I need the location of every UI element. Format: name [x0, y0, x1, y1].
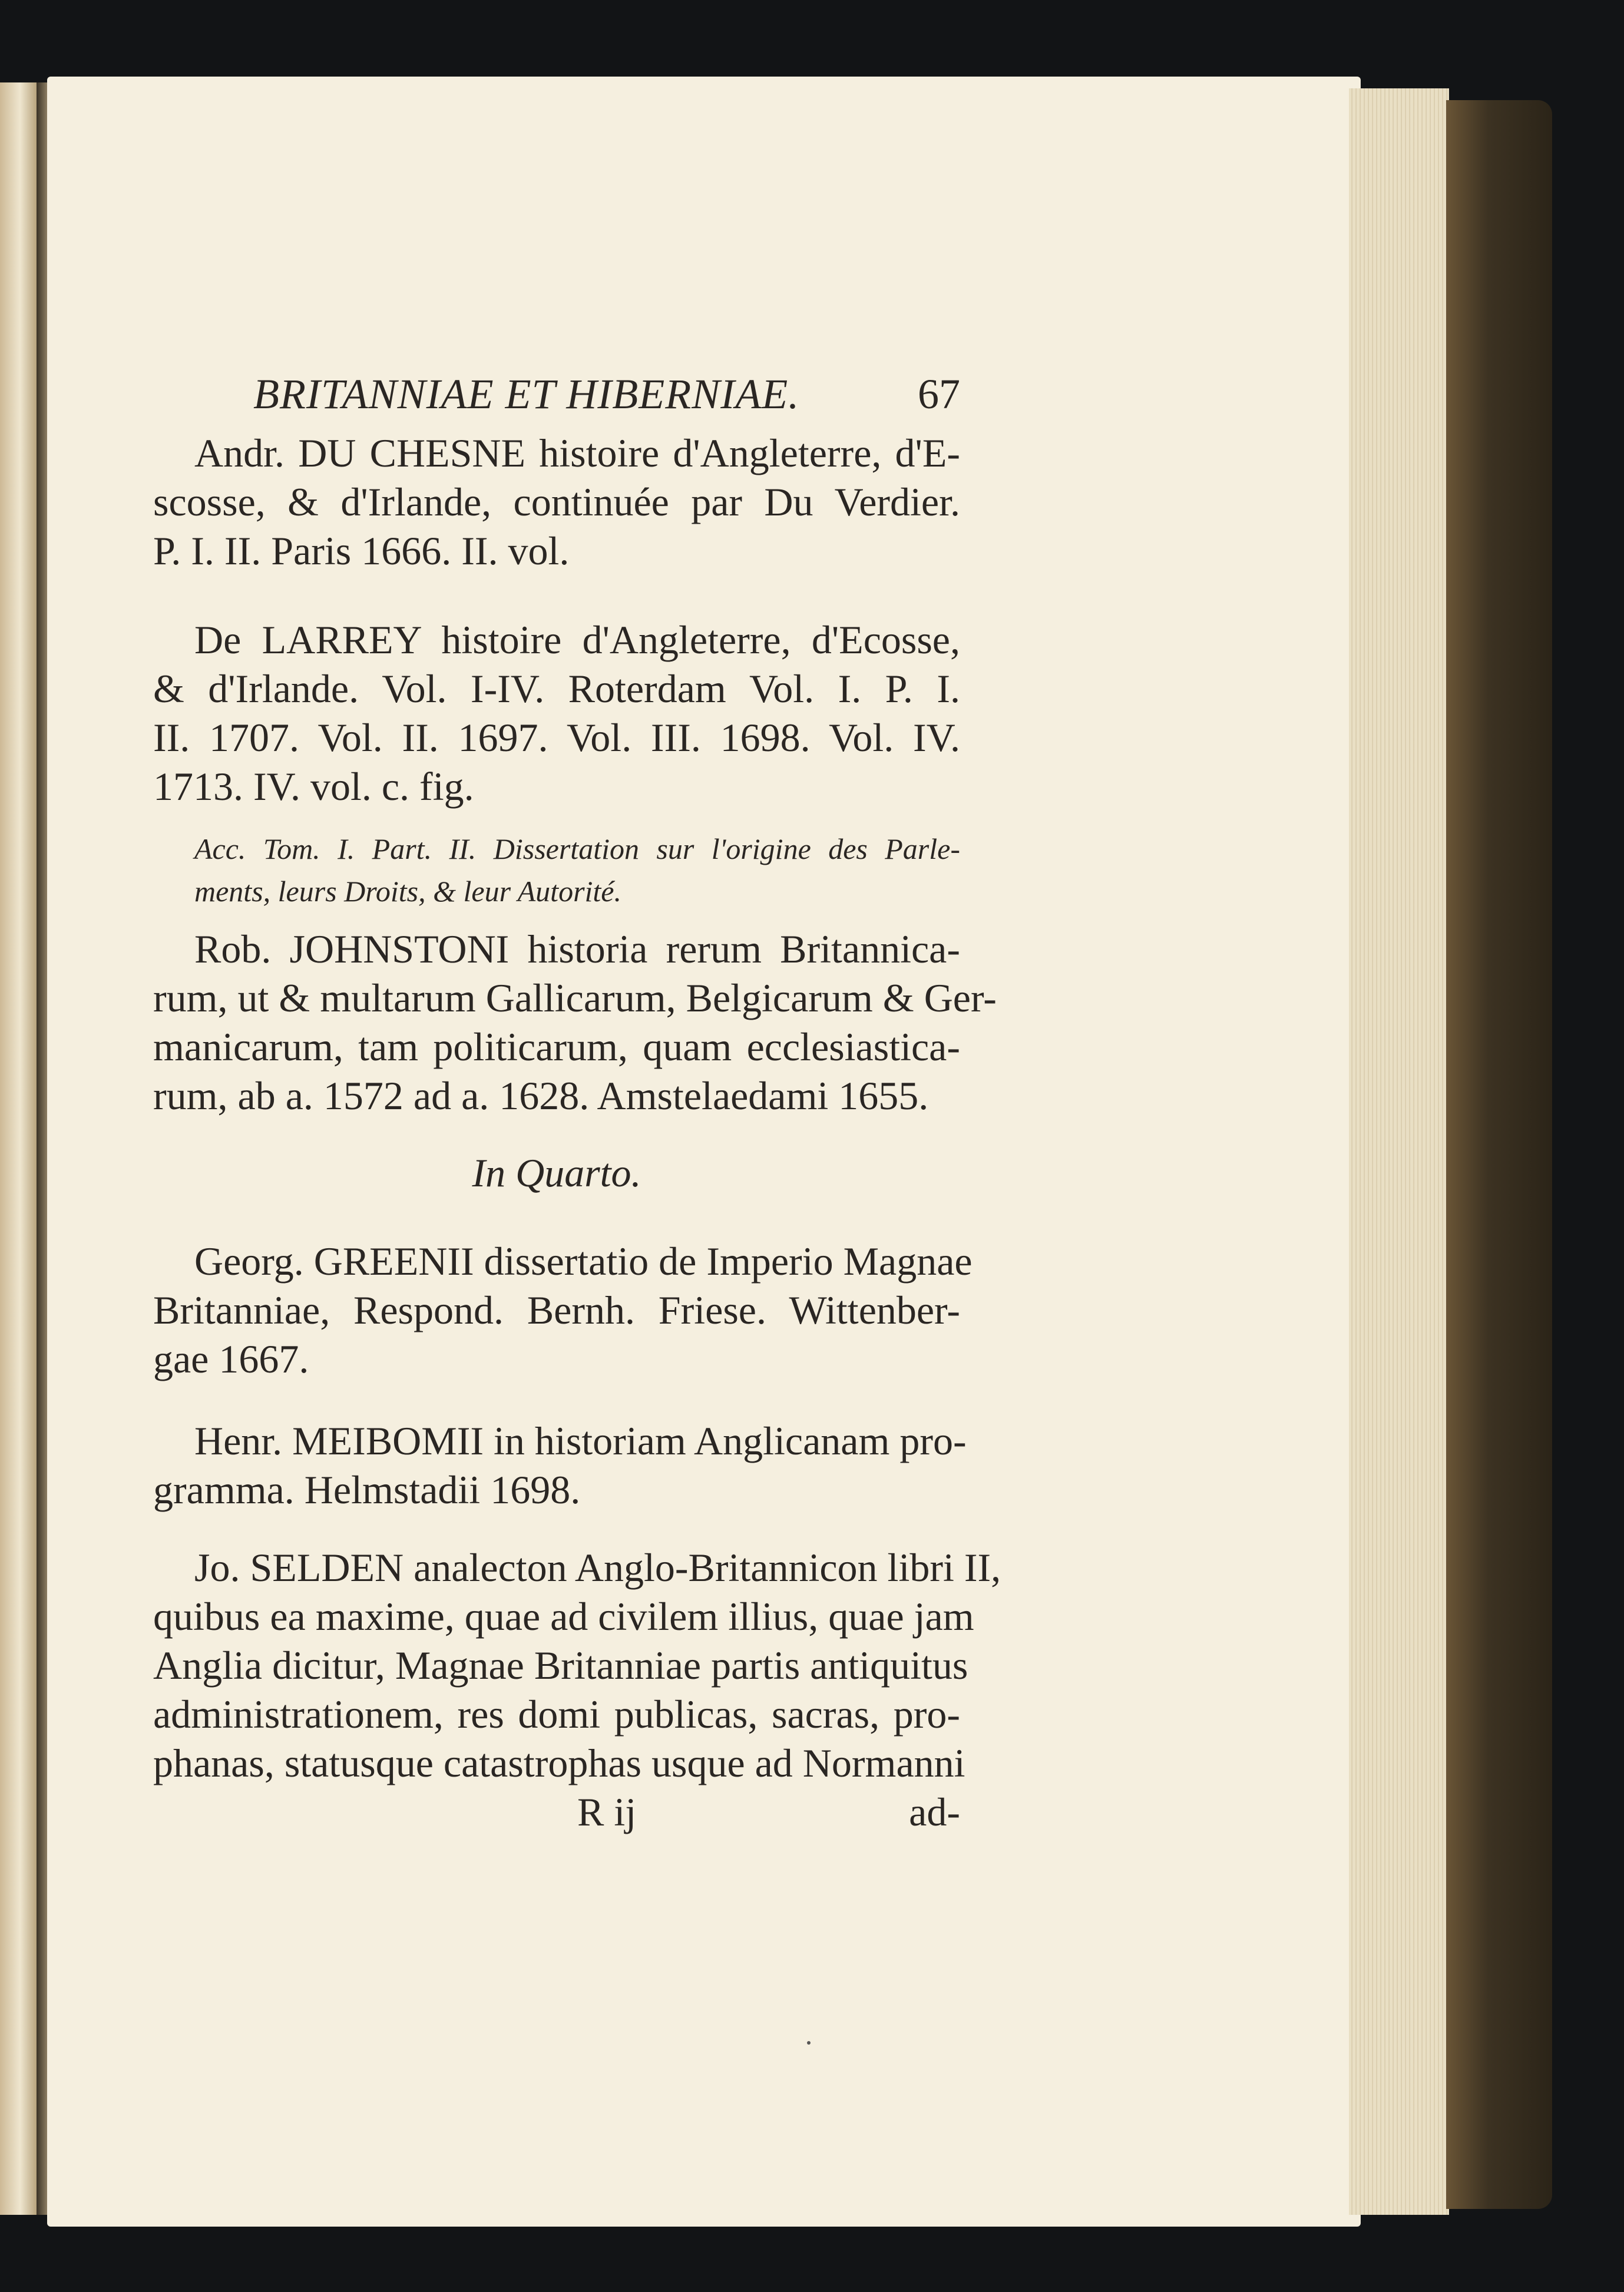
entry-greenii: [153, 1237, 973, 1384]
text-line: gae 1667.: [153, 1337, 309, 1381]
entry-larrey-note: [153, 828, 960, 912]
left-page-edge: [0, 82, 37, 2215]
text-line: Britanniae, Respond. Bernh. Friese. Wittenber-: [153, 1288, 960, 1332]
entry-du-chesne: [153, 429, 960, 576]
section-heading: [153, 1149, 960, 1198]
text-line: De LARREY histoire d'Angleterre, d'Ecosse,: [194, 617, 960, 662]
text-line: gramma. Helmstadii 1698.: [153, 1467, 581, 1512]
section-heading-text: In Quarto.: [472, 1150, 641, 1195]
text-line: scosse, & d'Irlande, continuée par Du Verdier.: [153, 479, 960, 524]
entry-johnstoni: [153, 925, 997, 1120]
text-line: Andr. DU CHESNE histoire d'Angleterre, d'E-: [194, 431, 960, 475]
page-footer: [153, 1788, 960, 1837]
text-line: Jo. SELDEN analecton Anglo-Britannicon libri II,: [194, 1545, 1001, 1590]
paper-speck: [807, 2041, 811, 2045]
text-line: administrationem, res domi publicas, sacras, pro-: [153, 1692, 960, 1737]
running-head: [253, 370, 960, 423]
running-title: BRITANNIAE ET HIBERNIAE.: [253, 371, 800, 418]
text-line: rum, ut & multarum Gallicarum, Belgicarum & Ger-: [153, 975, 997, 1020]
entry-meibomii: [153, 1417, 967, 1514]
text-line: II. 1707. Vol. II. 1697. Vol. III. 1698. Vol. IV.: [153, 715, 960, 760]
text-line: manicarum, tam politicarum, quam ecclesiastica-: [153, 1024, 960, 1069]
page-number: 67: [918, 371, 960, 418]
text-line: Henr. MEIBOMII in historiam Anglicanam pro-: [194, 1418, 967, 1463]
text-line: Rob. JOHNSTONI historia rerum Britannica-: [194, 927, 960, 971]
entry-selden: [153, 1543, 1001, 1788]
text-line: phanas, statusque catastrophas usque ad Normanni: [153, 1741, 965, 1785]
page-edges: [1349, 88, 1449, 2215]
entry-larrey: [153, 616, 960, 811]
text-line: P. I. II. Paris 1666. II. vol.: [153, 528, 570, 573]
text-line: quibus ea maxime, quae ad civilem illius, quae jam: [153, 1594, 974, 1639]
text-line: Anglia dicitur, Magnae Britanniae partis antiquitus: [153, 1643, 968, 1688]
text-line: rum, ab a. 1572 ad a. 1628. Amstelaedami 1655.: [153, 1073, 929, 1118]
text-line: & d'Irlande. Vol. I-IV. Roterdam Vol. I. P. I.: [153, 666, 960, 711]
book-cover: [1446, 100, 1552, 2209]
catchword: ad-: [909, 1790, 960, 1834]
note-line: Acc. Tom. I. Part. II. Dissertation sur l'origine des Parle-: [194, 832, 960, 865]
text-line: 1713. IV. vol. c. fig.: [153, 764, 474, 809]
text-line: Georg. GREENII dissertatio de Imperio Magnae: [194, 1239, 973, 1284]
note-line: ments, leurs Droits, & leur Autorité.: [194, 875, 621, 908]
signature-mark: R ij: [577, 1790, 637, 1834]
